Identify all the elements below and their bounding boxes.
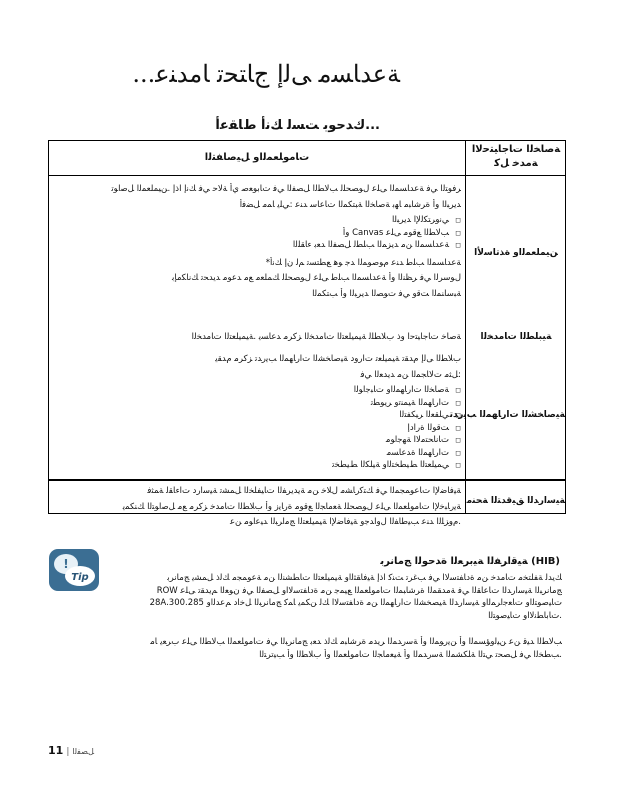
- list-item: ◻ ﺖﻗﻮﻟﺍ ﺓﺭﺍﺩﺇ: [65, 422, 461, 435]
- paragraph: ﺔﻴﻓﺎﺿﻹﺍ ﺕﺎﻋﻮﻤﺠﻤﻟﺍ ﻲﻓ ﻚﺘﻛﺭﺎﺸﻣ ﻝﻼﺧ ﻦﻣ ﺔﻳﺪﻳﺮﻔﻟﺍ ﺕﺎﻴﻔﻠﺨﻟﺍ ﻞﻤﺸﺗ ﺔﻴﺳﺍﺭﺩ ﺕﺍﺀﺎﻘﻟ ﺔﻤﺜﻓ: [147, 486, 461, 496]
- list-item: ◻ ﻲﻧﻭﺮﺘﻜﻟﻹﺍ ﺪﻳﺮﺒﻟﺍ: [65, 214, 461, 227]
- note-line: ﺔﺒﺳﺎﻨﻤﻟﺍ ﺖﻗﻭ ﻲﻓ ﺕﻮﺼﻟﺍ ﺪﻳﺮﺒﻟﺍ ﻭﺃ ﺐﺘﻜﻤﻟﺍ: [312, 288, 461, 299]
- cell-student-services: [65, 331, 461, 347]
- tip-heading: (HIB) ﺔﻴﻗﺍﺮﻔﻟﺍ ﺔﻴﺑﺮﻌﻟﺍ ﺓﺪﺣﻮﻟﺍ ﺞﻣﺎﻧﺮﺑ: [380, 556, 560, 567]
- list-item: ◻ ﺕﺎﻧﺎﺤﺘﻣﻻﺍ ﺔﻬﺟﺍﻮﻣ: [65, 434, 461, 447]
- cell-instructors: [65, 183, 461, 303]
- list-item: ◻ ﺔﺻﺎﺨﻟﺍ ﺕﺍﺭﺎﻬﻤﻟﺍﻭ ﺕﺎﺒﺟﺍﻮﻟﺍ: [65, 384, 461, 397]
- paragraph: ﺮﻓﻮﺘﻟﺍ ﻲﻓ ﺔﻋﺪﺎﺴﻤﻟﺍ ﻰﻠﻋ ﻝﻮﺼﺤﻠﻟ ﺐﻟﺎﻄﻟﺍ ﻞﺼﻔﻟﺍ ﻲﻓ ﺕﺎﺑﻮﻌﺻ ﻱﺃ ﺔﻟﺎﺣ ﻲﻓ ﻚﻧﺇ ﺍﺫﺇ .ﻦﻴﻤﻠﻌﻤﻟﺍ ﻞﺻﺍﻮﺗ: [111, 184, 461, 194]
- list-item: ◻ ﺐﻟﺎﻄﻟﺍ ﻊﻗﻮﻣ ﻰﻠﻋ Canvas ﻭﺃ: [65, 227, 461, 240]
- note-line: ﺔﻋﺪﺎﺴﻤﻟﺍ ﺐﻠﻃ ﺪﻨﻋ ﻡﻮﺻﻮﻤﻟﺍ ﺪﺟ ﻮﻫ ﻊﻄﺘﺴﺗ ﻢﻟ ﻥﺇ ﻚﻧﺃ*: [265, 257, 461, 268]
- paragraph: ﺔﺻﺎﺧ ﺕﺎﺟﺎﻴﺘﺣﺍ ﻭﺫ ﺏﻼﻄﻠﻟ ﺔﻴﻤﻴﻠﻌﺘﻟﺍ ﺕﺎﻣﺪﺨﻟﺍ ﺰﻛﺮﻣ ﺪﻋﺎﺴﻳ .ﺔﻴﻤﻴﻠﻌﺘﻟﺍ ﺕﺎﻣﺪﺨﻟﺍ: [191, 332, 461, 342]
- row-label-study-grant: ﺔﻴﺳﺍﺭﺪﻟﺍ ﻖﻴﻗﺪﺘﻟﺍ ﺔﺤﻨﻣ: [466, 496, 565, 506]
- tip-body: [112, 572, 562, 669]
- text-line: ﺐﻟﺎﻄﻟﺍ ﺪﻴﻗ ﻦﻋ ﻦﻴﻟﻭﺆﺴﻤﻟﺍ ﻭﺃ ﻦﻳﺭﻮﻤﻟﺍ ﻭﺃ ﺔﺳﺭﺪﻤﻟﺍ ﺮﻳﺪﻣ ﺓﺮﺷﺎﺒﻣ ﻚﻟﺫ ﺪﻌﺑ ﺞﻣﺎﻧﺮﺒﻟﺍ ﻲﻓ ﺕﺎﻣﻮﻠﻌﻤﻟﺍ ﺐﻟﺎﻄﻟﺍ ﻰﻠﻋ ﺏﺮﻌﻳ ﺎﻣ: [150, 637, 562, 647]
- row-divider: [49, 175, 565, 176]
- row-label-student-services: ﺔﻴﺒﻠﻄﻟﺍ ﺕﺎﻣﺪﺨﻟﺍ: [480, 332, 552, 342]
- list-item: ◻ ﻲﻤﻴﻠﻌﺘﻟﺍ ﻂﻴﻄﺨﺘﻟﺍﻭ ﺔﻴﻠﻜﻟﺍ ﻂﻴﻄﺨﺗ: [65, 459, 461, 472]
- table-caption: ...ﻙﺪﺣﻮﺑ ﺖﺴﻟ ﻚﻧﺃ ﻁﺎﻘﻋﺃ: [215, 118, 380, 133]
- header-description: ﺕﺎﻣﻮﻠﻌﻤﻟﺍﻭ ﻞﻴﺻﺎﻔﺘﻟﺍ: [204, 152, 310, 163]
- text-line: ﺞﻣﺎﻧﺮﺒﻟﺍ ﺔﻴﺳﺍﺭﺪﻟﺍ ﺕﺎﻋﺎﻘﻟﺍ ﻲﻓ ﺔﻣﺪﻘﻤﻟﺍ ﺓﺮﺷﺎﺒﻤﻟﺍ ﺕﺎﻣﻮﻠﻌﻤﻟﺍ ﻊﻴﻤﺟ ﻦﻣ ﺓﺩﺎﻔﺘﺳﻻﺍﻭ ﻞﺼﻔﻟﺍ ﻲﻓ ﻥﻮﻌﻟﺍ ﻢﻳﺪﻘﺗ ﻰﻠﻋ ROW: [156, 585, 562, 596]
- list-item: ◻ ﺕﺍﺭﺎﻬﻤﻟﺍ ﺔﻴﻤﻨﺗﻭ ﺮﻳﻮﻄﺗ: [65, 397, 461, 410]
- list-item: ◻ ﺔﻋﺪﺎﺴﻤﻟﺍ ﻦﻣ ﺪﻳﺰﻤﻟﺍ ﺐﻠﻄﻟ ﻞﺼﻔﻟﺍ ﺪﻌﺑ ﺀﺎﻘﻠﻟﺍ: [65, 239, 461, 252]
- bullet-list: [65, 384, 461, 472]
- column-divider: [465, 141, 466, 513]
- tip-paragraph: [112, 572, 562, 622]
- tip-icon-label: Tip: [71, 572, 89, 583]
- text-line: ﺕﺎﻴﺻﻮﺘﻟﺍﻭ ﺕﺎﻌﺟﺍﺮﻤﻟﺍﻭ ﺔﻴﺳﺍﺭﺪﻟﺍ ﺔﻴﺼﺨﺸﻟﺍ ﺕﺍﺭﺎﻬﻤﻟﺍ ﻦﻣ ﺓﺩﺎﻔﺘﺳﻻﺍ ﻚﻟ ﻦﻜﻤﻳ ﺎﻤﻛ ﺞﻣﺎﻧﺮﺒﻟﺍ ﻞﺧﺍﺩ ﻢﻋﺪﻟﺍﻭ 28A.300.285: [149, 598, 562, 608]
- paragraph: .ﻡﻭﺰﻠﻟﺍ ﺪﻨﻋ ﺐﻴﻃﺎﻔﻟﺍ ﻝﻭﺍﺪﺟﻭ ﺔﻴﻓﺎﺿﻹﺍ ﺔﻴﻤﻴﻠﻌﺘﻟﺍ ﺞﻣﺍﺮﺒﻟﺍ ﺪﻴﻋﺍﻮﻣ ﻦﻋ: [229, 517, 461, 527]
- row-label-instructors: ﻦﻴﻤﻠﻌﻤﻟﺍﻭ ﺓﺬﺗﺎﺳﻷﺍ: [474, 248, 558, 258]
- text-line: .ﺕﺎﺑﺎﻄﻧﻻﺍﻭ ﺕﺎﻴﺻﻮﺘﻟﺍ: [488, 610, 562, 621]
- row-label-skills-training: ﺔﻴﺻﺎﺨﺸﻟﺍ ﺕﺍﺭﺎﻬﻤﻟﺍ ﺐﻳﺭﺪﺗ: [449, 410, 565, 420]
- row-divider: [49, 479, 565, 481]
- cell-skills-training: [65, 353, 461, 477]
- text-line: ﻚﻳﺪﻟ ﺔﻔﻠﺘﺨﻣ ﺕﺎﻣﺪﺧ ﻦﻣ ﺓﺩﺎﻔﺘﺳﻻﺍ ﻲﻓ ﺐﻏﺮﺗ ﺖﻨﻛ ﺍﺫﺇ ﺔﻴﻓﺎﻘﺜﻟﺍﻭ ﺔﻴﻤﻴﻠﻌﺘﻟﺍ ﺕﺎﻄﺸﻨﻟﺍ ﻦﻣ ﺔﻋﻮﻤﺠﻣ ﻚﻟﺫ ﻞﻤﺸﻳ ﺞﻣﺎﻧﺮﺑ: [167, 573, 562, 583]
- paragraph: ﺔﻳﺭﺎﺒﺧﻹﺍ ﺕﺎﻣﻮﻠﻌﻤﻟﺍ ﻰﻠﻋ ﻝﻮﺼﺤﻠﻟ ﺔﻌﻣﺎﺠﻟﺍ ﻊﻗﻮﻣ ﺓﺭﺎﻳﺯ ﻭﺃ ﺏﻼﻄﻟﺍ ﺕﺎﻣﺪﺧ ﺰﻛﺮﻣ ﻊﻣ ﻞﺻﺍﻮﺘﻟﺍ ﻚﻨﻜﻤﻳ: [122, 501, 461, 512]
- tip-paragraph: [112, 636, 562, 661]
- bullet-list: [65, 214, 461, 252]
- svg-text:!: !: [63, 557, 69, 571]
- header-resource: ﺔﺻﺎﺨﻟﺍ ﺕﺎﺟﺎﻴﺘﺣﻻﺍ ﺔﻣﺪﺧ ﻞﻛ: [471, 144, 561, 169]
- cell-study-grant: [65, 485, 461, 532]
- paragraph: :ﻞﺜﻣ ﺕﻻﺎﺠﻤﻟﺍ ﻦﻣ ﺪﻳﺪﻌﻟﺍ ﻲﻓ: [360, 369, 461, 380]
- paragraph: ﺪﻳﺮﺒﻟﺍ ﻭﺃ ﺓﺮﺷﺎﺒﻣ ﺎﻬﺑ ﺔﺻﺎﺨﻟﺍ ﺔﺒﺘﻜﻤﻟﺍ ﺕﺎﻋﺎﺳ ﺪﻨﻋ :ﻲﻠﻳ ﺎﻤﻣ ﻞﻀﻓﺃ: [239, 199, 461, 210]
- list-item: ◻ ﺕﺍﺭﺎﻬﻤﻟﺍ ﺓﺪﻋﺎﺴﻣ: [65, 447, 461, 460]
- note-line: ﻝﻮﺳﺮﻟﺍ ﻲﻓ ﺮﻈﻨﻟﺍ ﻭﺃ ﺔﻋﺪﺎﺴﻤﻟﺍ ﺐﻠﻃ ﻰﻠﻋ ﻝﻮﺼﺤﻠﻟ ﻚﻤﻠﻌﻣ ﻊﻣ ﺪﻋﻮﻣ ﺪﻳﺪﺤﺗ ﻚﻧﺎﻜﻣﺈﺑ: [172, 273, 461, 283]
- footer-label: ﻞﺼﻔﻟﺍ: [72, 747, 95, 756]
- tip-icon: [48, 548, 100, 592]
- list-item: ◻ ﻲﻠﻘﻌﻟﺍ ﺮﻴﻜﻔﺘﻟﺍ: [65, 409, 461, 422]
- page-number: 11: [48, 744, 64, 757]
- page-footer: ﻞﺼﻔﻟﺍ|11: [48, 744, 95, 757]
- page-title: ﺔﻋﺪﺎﺴﻣ ﻰﻟﺇ ﺝﺎﺘﺤﺗ ﺎﻣﺪﻨﻋ...: [132, 60, 400, 88]
- resources-table: [48, 140, 566, 527]
- text-line: .ﺐﻄﺨﻟﺍ ﻲﻓ ﻞﺼﺤﺗ ﻲﺘﻟﺍ ﺔﻠﻜﺸﻤﻟﺍ ﺔﺳﺭﺪﻤﻟﺍ ﻭﺃ ﺔﻴﻌﻣﺎﺠﻟﺍ ﺕﺎﻣﻮﻠﻌﻤﻟﺍ ﻭﺃ ﺏﻼﻄﻟﺍ ﻭﺃ ﺐﻴﺗﺮﺘﻟﺍ: [259, 649, 562, 660]
- paragraph: ﺏﻼﻄﻟﺍ ﻰﻟﺇ ﻡﺪﻘﺗ ﺔﻴﻤﻴﻠﻌﺗ ﺕﺍﺭﻭﺩ ﺔﻴﺻﺎﺨﺸﻟﺍ ﺕﺍﺭﺎﻬﻤﻟﺍ ﺐﻳﺭﺪﺗ ﺰﻛﺮﻣ ﻡﺪﻘﻳ: [215, 354, 461, 364]
